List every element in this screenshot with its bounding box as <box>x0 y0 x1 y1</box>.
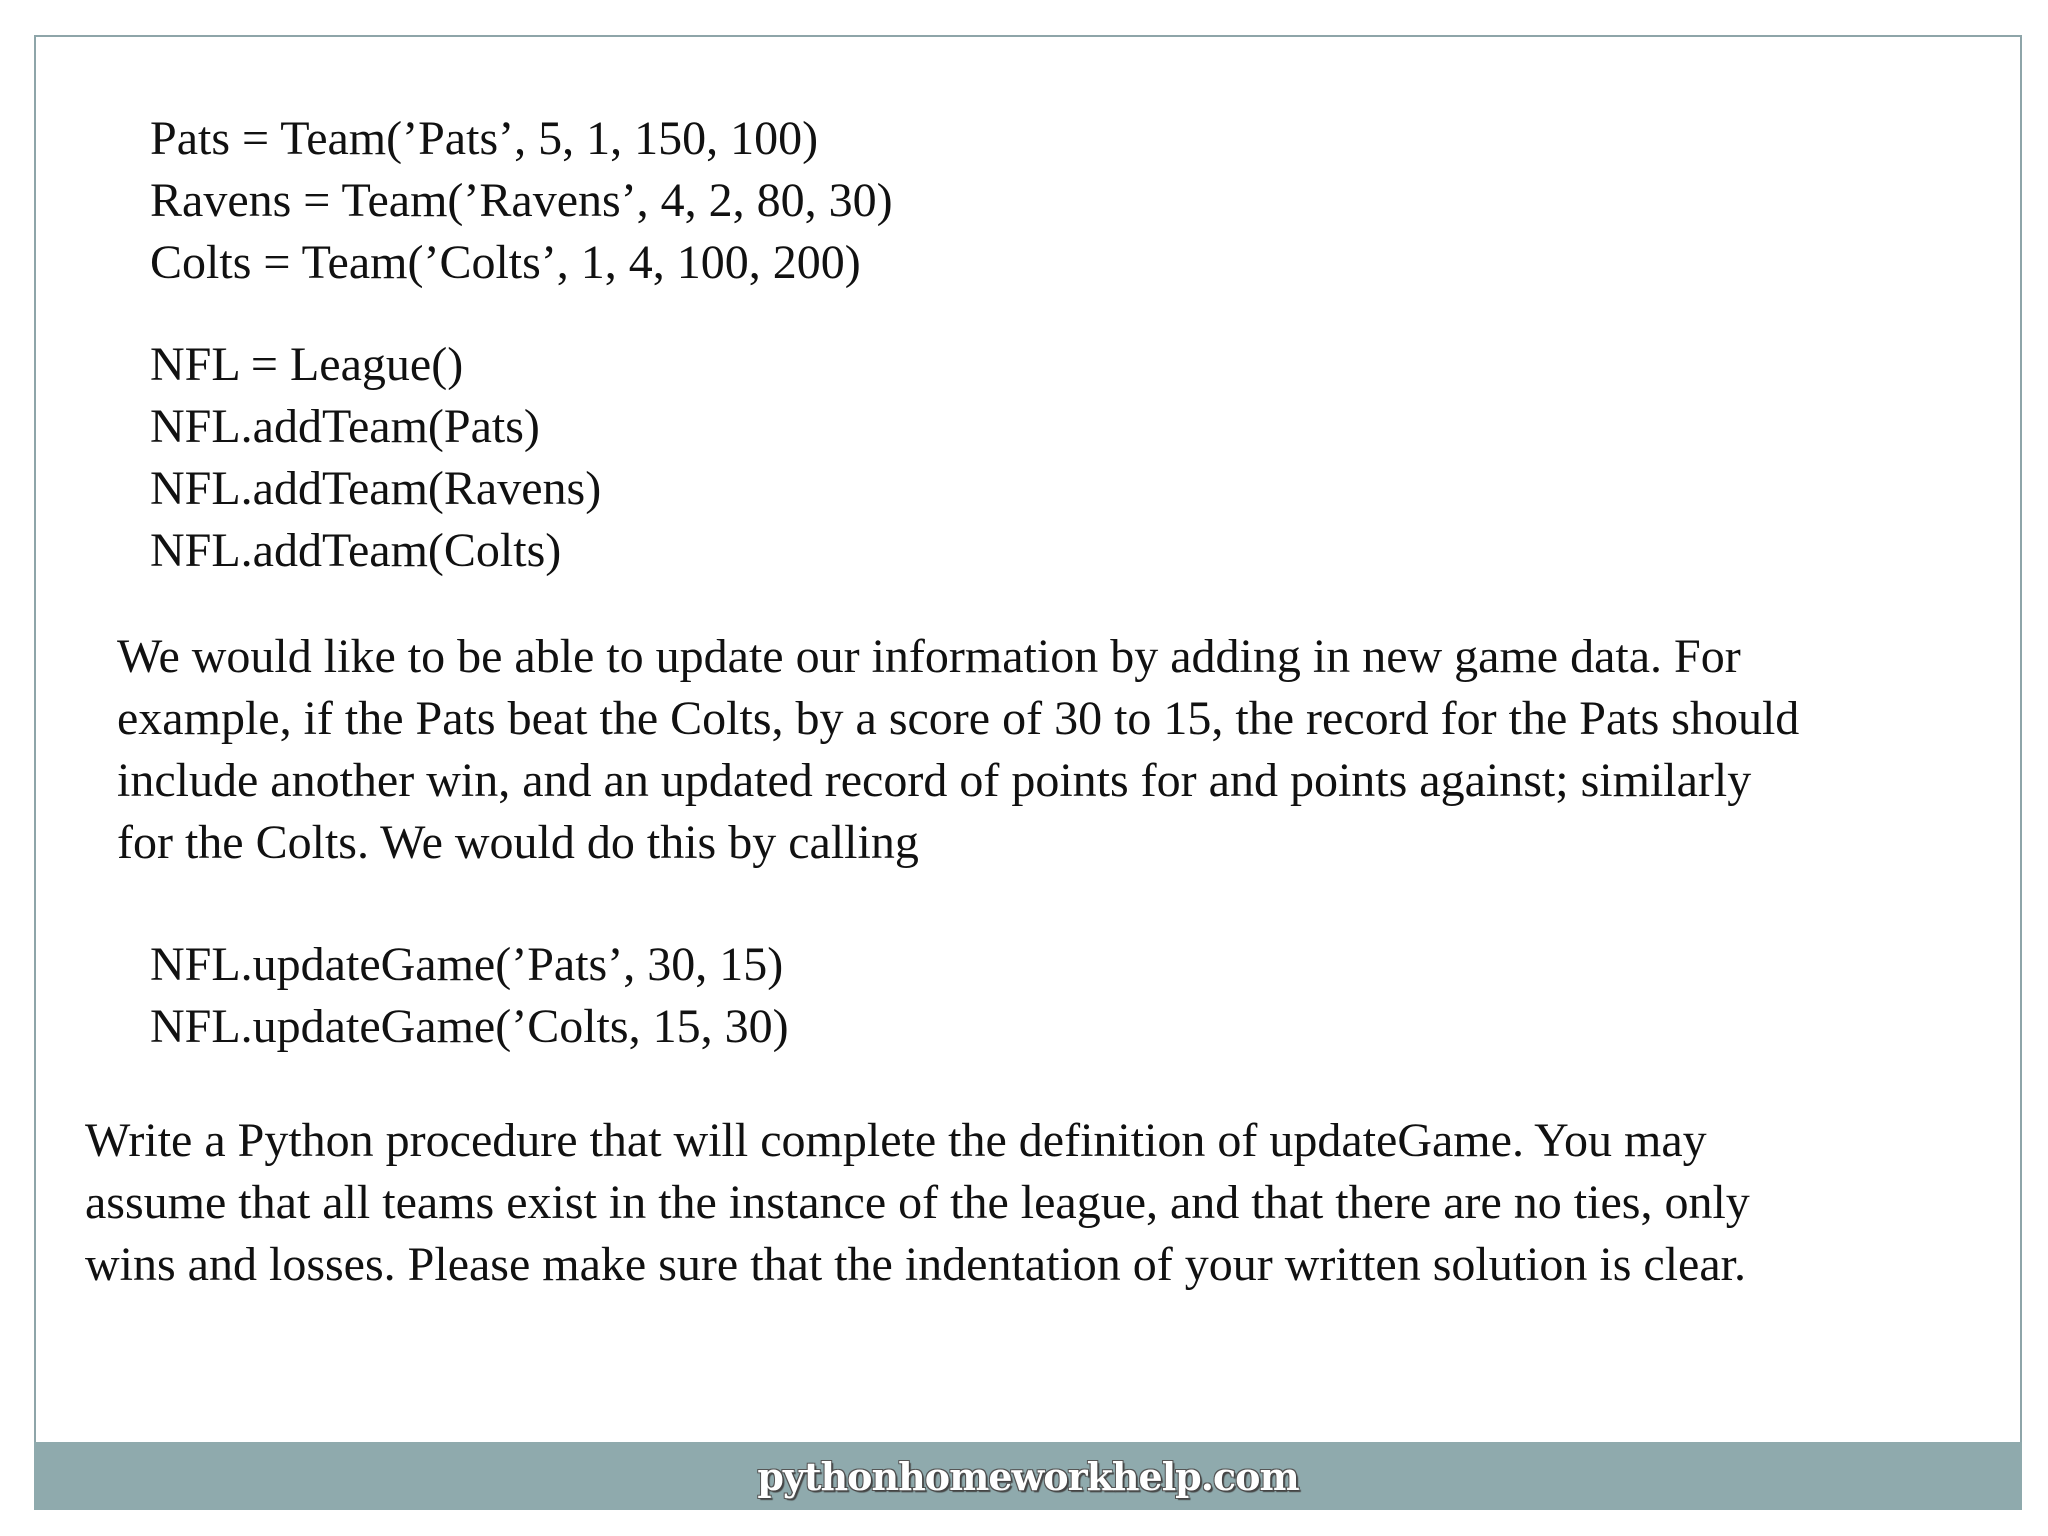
code-line-add-ravens: NFL.addTeam(Ravens) <box>150 462 602 515</box>
code-line-team-colts: Colts = Team(’Colts’, 1, 4, 100, 200) <box>150 236 861 289</box>
paragraph-2-line-1: Write a Python procedure that will complete the definition of updateGame. You may <box>85 1114 1707 1167</box>
footer-logo: pythonhomeworkhelp.com <box>757 1453 1299 1499</box>
code-line-update-colts: NFL.updateGame(’Colts, 15, 30) <box>150 1000 789 1053</box>
code-line-add-colts: NFL.addTeam(Colts) <box>150 524 562 577</box>
code-line-add-pats: NFL.addTeam(Pats) <box>150 400 540 453</box>
footer-bar <box>34 1442 2022 1510</box>
code-line-league-init: NFL = League() <box>150 338 464 391</box>
paragraph-1-line-1: We would like to be able to update our information by adding in new game data. For <box>117 630 1741 683</box>
paragraph-2-line-3: wins and losses. Please make sure that the indentation of your written solution is clear. <box>85 1238 1746 1291</box>
paragraph-1-line-3: include another win, and an updated record of points for and points against; similarly <box>117 754 1752 807</box>
paragraph-1-line-4: for the Colts. We would do this by calling <box>117 816 919 869</box>
paragraph-1-line-2: example, if the Pats beat the Colts, by a score of 30 to 15, the record for the Pats should <box>117 692 1800 745</box>
code-line-update-pats: NFL.updateGame(’Pats’, 30, 15) <box>150 938 784 991</box>
paragraph-2-line-2: assume that all teams exist in the instance of the league, and that there are no ties, only <box>85 1176 1750 1229</box>
code-line-team-ravens: Ravens = Team(’Ravens’, 4, 2, 80, 30) <box>150 174 893 227</box>
code-line-team-pats: Pats = Team(’Pats’, 5, 1, 150, 100) <box>150 112 819 165</box>
